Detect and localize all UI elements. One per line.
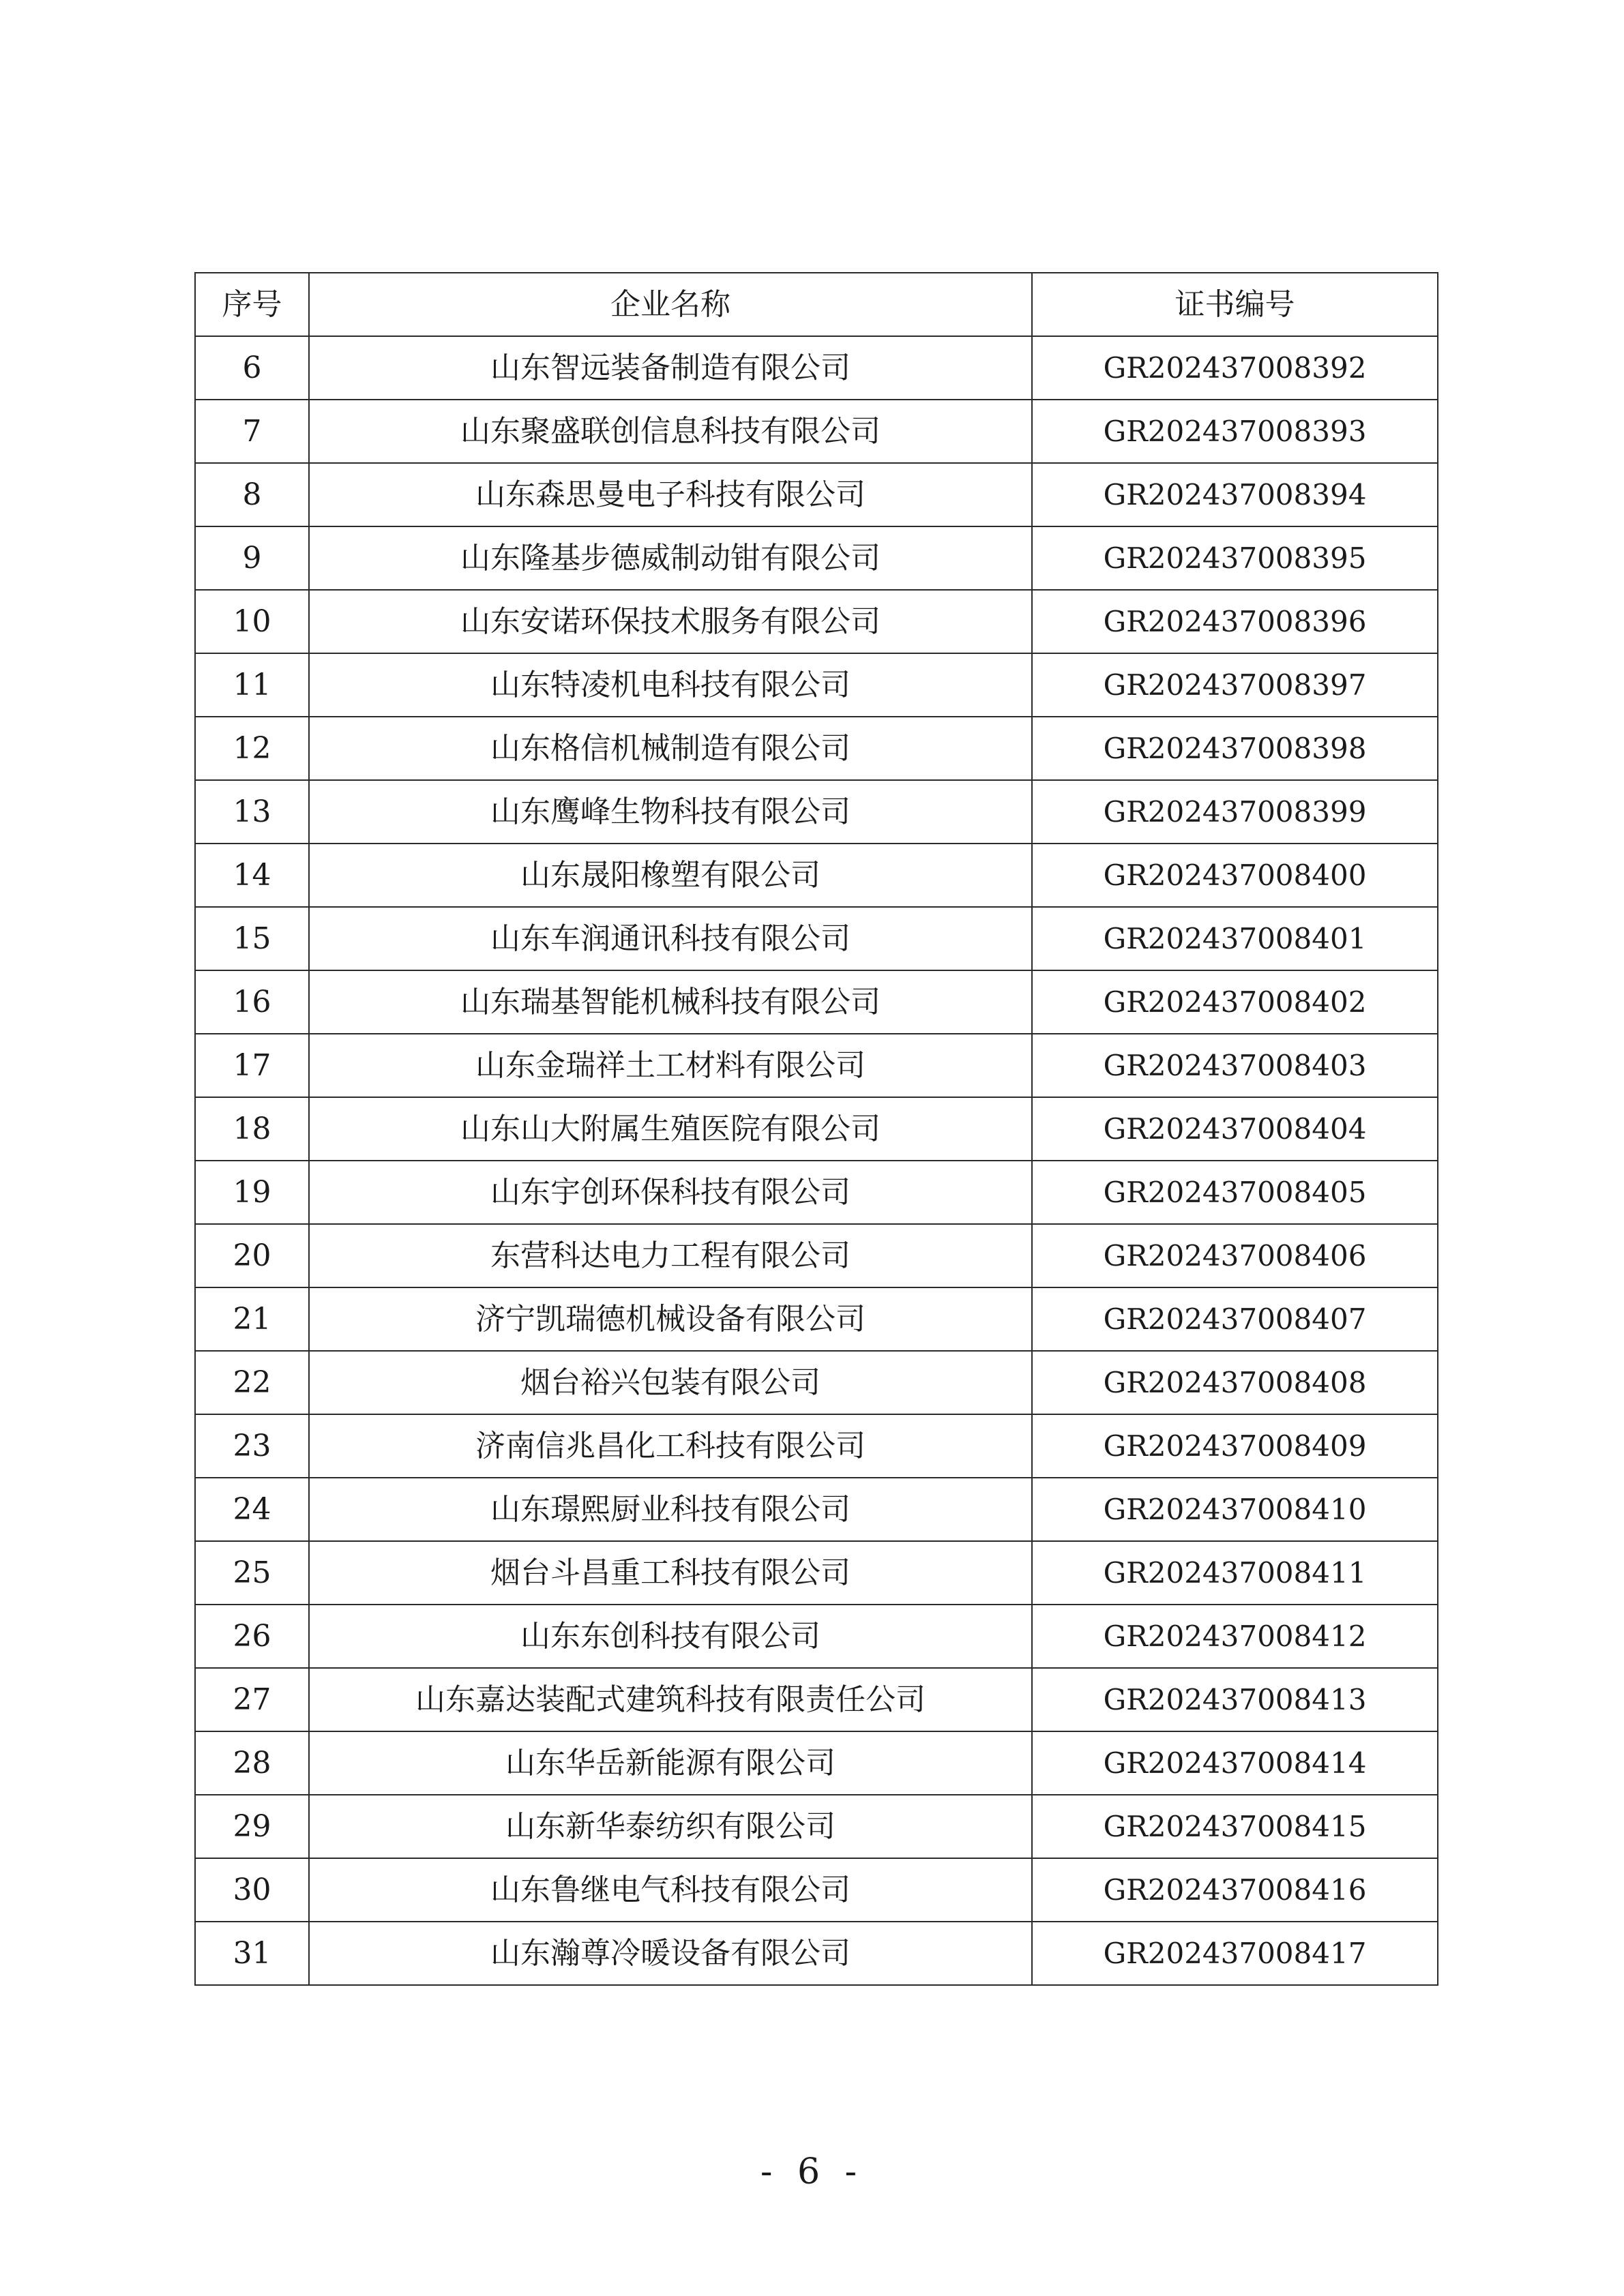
row-serial: 20 [195, 1224, 309, 1287]
row-certificate-number: GR202437008408 [1032, 1351, 1438, 1414]
row-company-name: 山东璟熙厨业科技有限公司 [309, 1478, 1032, 1541]
row-company-name: 山东格信机械制造有限公司 [309, 717, 1032, 780]
row-company-name: 山东聚盛联创信息科技有限公司 [309, 400, 1032, 463]
page-number: - 6 - [760, 2151, 864, 2192]
row-certificate-number: GR202437008393 [1032, 400, 1438, 463]
header-serial: 序号 [195, 273, 309, 336]
row-certificate-number: GR202437008401 [1032, 907, 1438, 970]
certificate-table [194, 272, 1438, 1986]
row-company-name: 山东特凌机电科技有限公司 [309, 653, 1032, 717]
row-serial: 7 [195, 400, 309, 463]
row-serial: 27 [195, 1668, 309, 1731]
row-certificate-number: GR202437008403 [1032, 1034, 1438, 1097]
row-company-name: 山东东创科技有限公司 [309, 1605, 1032, 1668]
table-row [195, 1731, 1438, 1795]
row-company-name: 山东瀚尊冷暖设备有限公司 [309, 1922, 1032, 1985]
row-company-name: 山东华岳新能源有限公司 [309, 1731, 1032, 1795]
row-serial: 30 [195, 1858, 309, 1922]
row-company-name: 山东鹰峰生物科技有限公司 [309, 780, 1032, 844]
row-certificate-number: GR202437008400 [1032, 844, 1438, 907]
table-header-row [195, 273, 1438, 336]
row-serial: 31 [195, 1922, 309, 1985]
row-certificate-number: GR202437008407 [1032, 1287, 1438, 1351]
row-certificate-number: GR202437008397 [1032, 653, 1438, 717]
table-row [195, 780, 1438, 844]
table-row [195, 1034, 1438, 1097]
row-company-name: 济宁凯瑞德机械设备有限公司 [309, 1287, 1032, 1351]
table-row [195, 1351, 1438, 1414]
row-serial: 8 [195, 463, 309, 526]
table-row [195, 336, 1438, 400]
row-company-name: 山东宇创环保科技有限公司 [309, 1161, 1032, 1224]
row-certificate-number: GR202437008399 [1032, 780, 1438, 844]
row-company-name: 东营科达电力工程有限公司 [309, 1224, 1032, 1287]
row-company-name: 山东森思曼电子科技有限公司 [309, 463, 1032, 526]
row-company-name: 山东山大附属生殖医院有限公司 [309, 1097, 1032, 1161]
table-row [195, 1097, 1438, 1161]
row-certificate-number: GR202437008402 [1032, 970, 1438, 1034]
table-row [195, 1795, 1438, 1858]
row-certificate-number: GR202437008394 [1032, 463, 1438, 526]
header-certificate-number: 证书编号 [1032, 273, 1438, 336]
row-serial: 23 [195, 1414, 309, 1478]
row-certificate-number: GR202437008410 [1032, 1478, 1438, 1541]
row-company-name: 烟台斗昌重工科技有限公司 [309, 1541, 1032, 1605]
row-serial: 24 [195, 1478, 309, 1541]
table-row [195, 1541, 1438, 1605]
row-serial: 22 [195, 1351, 309, 1414]
row-company-name: 山东嘉达装配式建筑科技有限责任公司 [309, 1668, 1032, 1731]
row-company-name: 山东瑞基智能机械科技有限公司 [309, 970, 1032, 1034]
row-serial: 11 [195, 653, 309, 717]
row-serial: 15 [195, 907, 309, 970]
row-company-name: 山东安诺环保技术服务有限公司 [309, 590, 1032, 653]
row-certificate-number: GR202437008417 [1032, 1922, 1438, 1985]
row-company-name: 烟台裕兴包装有限公司 [309, 1351, 1032, 1414]
row-serial: 29 [195, 1795, 309, 1858]
row-certificate-number: GR202437008413 [1032, 1668, 1438, 1731]
header-company-name: 企业名称 [309, 273, 1032, 336]
table-row [195, 463, 1438, 526]
table-row [195, 590, 1438, 653]
row-serial: 17 [195, 1034, 309, 1097]
row-certificate-number: GR202437008405 [1032, 1161, 1438, 1224]
row-company-name: 山东鲁继电气科技有限公司 [309, 1858, 1032, 1922]
table-row [195, 1605, 1438, 1668]
row-company-name: 山东隆基步德威制动钳有限公司 [309, 526, 1032, 590]
table-row [195, 1478, 1438, 1541]
table-row [195, 717, 1438, 780]
table-row [195, 970, 1438, 1034]
row-company-name: 山东新华泰纺织有限公司 [309, 1795, 1032, 1858]
row-certificate-number: GR202437008404 [1032, 1097, 1438, 1161]
row-serial: 28 [195, 1731, 309, 1795]
table-row [195, 1668, 1438, 1731]
row-company-name: 济南信兆昌化工科技有限公司 [309, 1414, 1032, 1478]
row-certificate-number: GR202437008415 [1032, 1795, 1438, 1858]
table-row [195, 526, 1438, 590]
row-serial: 26 [195, 1605, 309, 1668]
row-serial: 21 [195, 1287, 309, 1351]
row-certificate-number: GR202437008409 [1032, 1414, 1438, 1478]
table-row [195, 1287, 1438, 1351]
row-certificate-number: GR202437008416 [1032, 1858, 1438, 1922]
row-company-name: 山东车润通讯科技有限公司 [309, 907, 1032, 970]
row-certificate-number: GR202437008392 [1032, 336, 1438, 400]
table-row [195, 1922, 1438, 1985]
table-row [195, 1414, 1438, 1478]
table-row [195, 653, 1438, 717]
row-company-name: 山东晟阳橡塑有限公司 [309, 844, 1032, 907]
row-serial: 12 [195, 717, 309, 780]
row-serial: 13 [195, 780, 309, 844]
row-certificate-number: GR202437008396 [1032, 590, 1438, 653]
row-certificate-number: GR202437008398 [1032, 717, 1438, 780]
table-row [195, 1224, 1438, 1287]
row-certificate-number: GR202437008406 [1032, 1224, 1438, 1287]
table-row [195, 1858, 1438, 1922]
table-body [195, 336, 1438, 1985]
row-serial: 10 [195, 590, 309, 653]
table-row [195, 1161, 1438, 1224]
row-serial: 16 [195, 970, 309, 1034]
row-serial: 25 [195, 1541, 309, 1605]
row-company-name: 山东金瑞祥土工材料有限公司 [309, 1034, 1032, 1097]
row-serial: 6 [195, 336, 309, 400]
row-serial: 9 [195, 526, 309, 590]
table-row [195, 844, 1438, 907]
row-company-name: 山东智远装备制造有限公司 [309, 336, 1032, 400]
row-certificate-number: GR202437008395 [1032, 526, 1438, 590]
table-row [195, 400, 1438, 463]
row-serial: 14 [195, 844, 309, 907]
table-row [195, 907, 1438, 970]
row-certificate-number: GR202437008414 [1032, 1731, 1438, 1795]
row-serial: 19 [195, 1161, 309, 1224]
row-certificate-number: GR202437008411 [1032, 1541, 1438, 1605]
row-serial: 18 [195, 1097, 309, 1161]
row-certificate-number: GR202437008412 [1032, 1605, 1438, 1668]
